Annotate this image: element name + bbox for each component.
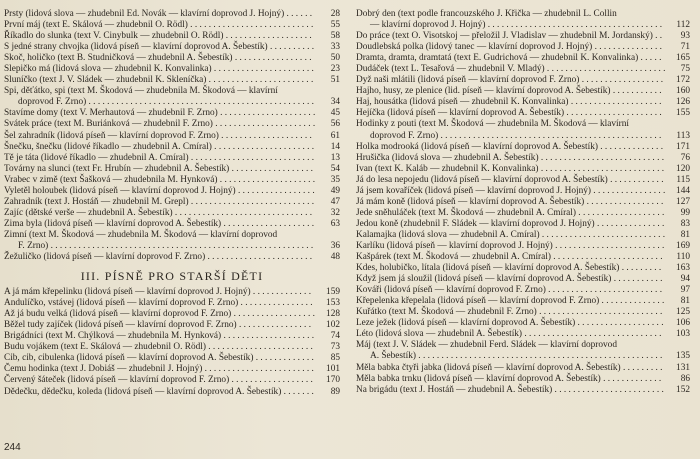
index-entry [356,285,690,296]
dot-leader: . . . . . . . . . . . . . . . . . . . . [221,218,315,229]
entry-page-number: 45 [330,108,340,119]
index-entry [4,75,340,86]
left-entries-top [4,9,340,263]
index-entry [356,142,690,153]
index-entry [4,9,340,20]
entry-title: Já do lesa nepojedu (lidová píseň — klavírní doprovod A. Šebestík) . . . . . . . . . . . . [356,174,664,185]
entry-title: Haj, housátka (lidová píseň — zhudebnil K. Konvalinka) . . . . . . . . . . . . . . . . . . . . [356,97,662,108]
index-entry [356,53,690,64]
dot-leader: . . . . . . . . . . [267,42,315,53]
entry-title: Slepičko má (lidová slova — zhudebnil K. Konvalinka) . . . . . . . . . . . . . . . . . . . . . . [4,64,314,75]
dot-leader: . . . . . . . . . . . . . . . . . . . . . . . . . . . . . . [172,207,313,218]
dot-leader: . . . . . . . . . . . . . . . . . . . . . . . . . . . [187,20,314,31]
entry-title: Křepelenka křepelala (lidová píseň — klavírní doprovod F. Zrno) . . . . . . . . . . . . . . [356,296,665,307]
entry-title: Brigádníci (text M. Chýlková — zhudebnila M. Hynková) . . . . . . . . . . . . . . . . . . . . [4,331,315,342]
section-heading: III. PÍSNĚ PRO STARŠÍ DĚTI [80,269,264,284]
index-entry [356,230,690,241]
dot-leader: . . . . . . . . . . . . . [250,287,312,298]
entry-page-number: 74 [330,331,340,342]
index-entry [356,153,690,164]
entry-page-number: 76 [680,152,690,163]
dot-leader: . . . . . . . . . . . . . . . . . . . . . . . . . . . . . . . . . . . . . . . . . . . . . . . . . . . . . . . . . [48,240,314,251]
index-entry [4,31,340,42]
entry-title: Červený šáteček (lidová píseň — klavírní doprovod F. Zrno) . . . . . . . . . . . . . . . . . . [4,375,313,386]
entry-page-number: 97 [680,285,690,296]
dot-leader: . . . . . . . . . . . . . . . . . [584,196,664,207]
entry-title: Sluníčko (text J. V. Sládek — zhudebnil K. Skleníčka) . . . . . . . . . . . . . . . . . . . . . . . [4,75,314,86]
entry-page-number: 99 [680,207,690,218]
index-entry [4,119,340,130]
entry-page-number: 135 [676,351,690,362]
index-entry [4,353,340,364]
index-entry [4,331,340,342]
entry-title: Hrušička (lidová slova — zhudebnil A. Šebestík) . . . . . . . . . . . . . . . . . . . . . . . . . . . [356,152,665,163]
entry-page-number: 54 [330,163,340,174]
dot-leader: . . . . . . . . . . . . . . . . . . . [575,318,664,329]
index-entry [4,309,340,320]
entry-page-number: 103 [676,329,690,340]
entry-title: Až já budu velká (lidová píseň — klavírní doprovod F. Zrno) . . . . . . . . . . . . . . . . . . [4,309,315,320]
index-entry [4,387,340,398]
index-entry [356,208,690,219]
dot-leader: . . . . . . . . . . . . . . . . . . . . . . . . . . . . . . . . . . . . . . . . . . . . . . . . [438,130,662,141]
dot-leader: . . . . . . . . . . . . . . . . . . . . . . . . . [545,285,663,296]
entry-page-number: 159 [326,287,340,298]
index-entry [4,375,340,386]
entry-title: Měla babka čtyři jabka (lidová píseň — klavírní doprovod A. Šebestík) . . . . . . . . . [356,362,663,373]
entry-page-number: 171 [676,141,690,152]
entry-title: Zimní (text M. Škodová — zhudebnila M. Škodová — klavírní doprovod [4,229,278,240]
entry-title: Jede sněhuláček (text M. Škodová — zhudebnil A. Cmíral) . . . . . . . . . . . . . . . . . . . [356,207,665,218]
entry-page-number: 23 [330,64,340,75]
index-entry [4,142,340,153]
dot-leader: . . . . . . . . . . . . . . . . . . . . . . . [205,252,313,263]
index-entry [4,131,340,142]
entry-title: Kalamajka (lidová slova — zhudebnil A. Cmíral) . . . . . . . . . . . . . . . . . . . . . . . . . . . [356,229,666,240]
dot-leader: . . . . . . . . . . . . . . [597,141,664,152]
entry-title: Běžel tudy zajíček (lidová píseň — klavírní doprovod F. Zrno) . . . . . . . . . . . . . . . . [4,320,312,331]
entry-page-number: 126 [676,97,690,108]
dot-leader: . . . . . . . . . . . . . . . . . . . [575,207,665,218]
entry-page-number: 160 [676,86,690,97]
dot-leader: . . . . . . . . . . . [610,86,662,97]
dot-leader: . . . . . . . . . . . . . . . . . . . . . . . . [552,384,664,395]
dot-leader: . . . . . . . . . . . . . . . . . . . . . . [212,119,316,130]
entry-page-number: 89 [330,386,340,397]
entry-title: Spi, děťátko, spi (text M. Škodová — zhudebnila M. Škodová — klavírní [4,86,278,97]
dot-leader: . . . . . . . . . . . . . . . . . . . . . [217,108,316,119]
dot-leader: . . . . . . . . . . . . . . . . . . . . . . . . . . . . . . [522,329,662,340]
dot-leader: . . . . . . . . . . . . . . . . . . . . . . [211,141,315,152]
entry-page-number: 13 [330,152,340,163]
index-entry [356,86,690,97]
entry-page-number: 125 [676,307,690,318]
dot-leader: . . . . . [638,53,662,64]
entry-title: Prsty (lidová slova — zhudebnil Ed. Novák — klavírní doprovod J. Hojný) . . . . . . [4,9,313,19]
index-entry [356,252,690,263]
index-entry [4,364,340,375]
entry-title: Doudlebská polka (lidový tanec — klavírní doprovod J. Hojný) . . . . . . . . . . . . . . . [356,42,662,53]
entry-title: Holka modrooká (lidová píseň — klavírní doprovod A. Šebestík) . . . . . . . . . . . . . . [356,141,664,152]
entry-page-number: 73 [330,342,340,353]
index-entry [356,318,690,329]
index-entry [356,164,690,175]
entry-title: Karlíku (lidová píseň — klavírní doprovod J. Hojný) . . . . . . . . . . . . . . . . . . . . . . . . [356,240,665,251]
dot-leader: . . . . . . . . . . . . . . . . . . . . . . . . [202,364,314,375]
index-entry [4,86,340,108]
entry-page-number: 14 [330,141,340,152]
dot-leader: . . . . . . . . . . . . . . . . [238,298,313,309]
entry-title: Jedou koně (zhudebnil F. Sládek — klavírní doprovod J. Hojný) . . . . . . . . . . . . . . . [356,218,665,229]
entry-page-number: 112 [676,20,690,31]
dot-leader: . . . . . . . . . . . . . . . . . . . . . [564,108,662,119]
index-entry [356,31,690,42]
entry-page-number: 94 [680,274,690,285]
entry-page-number: 120 [676,163,690,174]
dot-leader: . . . . . . . [281,386,314,397]
index-entry [356,374,690,385]
entry-title-continuation: doprovod F. Zrno) . . . . . . . . . . . . . . . . . . . . . . . . . . . . . . . . . . . . . . . . . . . . . . . . [370,130,662,141]
index-entry [4,64,340,75]
dot-leader: . . . . . . . . . . . . . . . . . . . . . [217,174,316,185]
left-entries-bottom [4,287,340,397]
entry-page-number: 58 [330,31,340,42]
entry-title: Skoč, holičko (text B. Studničková — zhudebnil A. Šebestík) . . . . . . . . . . . . . . . . . [4,53,312,64]
index-entry [4,164,340,175]
dot-leader: . . . . . . . . . . . . . . . . [590,185,666,196]
index-entry [356,119,690,141]
dot-leader: . . . . . . . . . . . . . . . . . [235,185,315,196]
dot-leader: . . . . . . . . . . . . . . . . . . . . . . . . . . . [538,163,665,174]
dot-leader: . . . . . . . . . . . . . . . . . . . [223,31,312,42]
entry-title: Říkadlo do slunka (text V. Cinybulk — zhudebnil O. Rödl) . . . . . . . . . . . . . . . . . . . [4,31,312,42]
entry-page-number: 33 [330,42,340,53]
entry-title: Kuřátko (text M. Škodová — zhudebnil F. Zrno) . . . . . . . . . . . . . . . . . . . . . . . . . . . [356,307,663,318]
index-entry [4,208,340,219]
index-entry [4,53,340,64]
dot-leader: . . . . . . . . . . . . . . . . . . . . . . . . . . [544,64,666,75]
dot-leader: . . . . . . . . . . . . [607,174,664,185]
dot-leader: . . . . . . . . . . . . . . . . . . . . [221,331,315,342]
entry-title: Andulíčko, vstávej (lidová píseň — klavírní doprovod F. Zrno) . . . . . . . . . . . . . . . . [4,298,313,309]
dot-leader: . . . . . . . . . . . . . . . . . . [231,309,315,320]
entry-title: Stavíme domy (text V. Merhautová — zhudebnil F. Zrno) . . . . . . . . . . . . . . . . . . . . . [4,108,316,119]
entry-page-number: 75 [680,64,690,75]
entry-page-number: 153 [326,298,340,309]
entry-page-number: 81 [680,229,690,240]
index-entry [356,186,690,197]
index-entry [356,108,690,119]
index-entry [356,9,690,31]
entry-page-number: 128 [326,309,340,320]
index-entry [356,75,690,86]
entry-title: Máj (text J. V. Sládek — zhudebnil Ferd. Sládek — klavírní doprovod [356,340,617,351]
entry-page-number: 127 [676,196,690,207]
index-entry [356,263,690,274]
entry-title: Hejíčka (lidová píseň — klavírní doprovod A. Šebestík) . . . . . . . . . . . . . . . . . . . . . [356,108,662,119]
entry-page-number: 49 [330,185,340,196]
entry-title-continuation: — klavírní doprovod J. Hojný) . . . . . . . . . . . . . . . . . . . . . . . . . . . . . . . . . . . . . . [370,20,663,31]
entry-page-number: 71 [680,42,690,53]
entry-title: Budu vojákem (text E. Skálová — zhudebnil O. Rödl) . . . . . . . . . . . . . . . . . . . . . . . [4,342,313,353]
dot-leader: . . . . . . . . . . . . . . . . . . . . . . . . . . . [188,152,315,163]
entry-page-number: 48 [330,252,340,263]
entry-title: Leze ježek (lidová píseň — klavírní doprovod A. Šebestík) . . . . . . . . . . . . . . . . . . . [356,318,664,329]
entry-page-number: 131 [676,362,690,373]
entry-page-number: 34 [330,97,340,108]
dot-leader: . . . . . . . . . . . . . . . . . . . . . . . . [550,252,663,263]
entry-page-number: 55 [330,20,340,31]
right-entries [356,9,690,396]
dot-leader: . . . . . . . . . . . . . . . . . . [229,375,313,386]
entry-page-number: 81 [680,296,690,307]
entry-title: Čemu hodinka (text J. Dobiáš — zhudebnil J. Hojný) . . . . . . . . . . . . . . . . . . . . . . . . [4,364,314,375]
entry-title: Měla babka trnku (lidová píseň — klavírní doprovod A. Šebestík) . . . . . . . . . . . . . [356,373,662,384]
entry-page-number: 56 [330,119,340,130]
entry-title-continuation: doprovod F. Zrno) . . . . . . . . . . . . . . . . . . . . . . . . . . . . . . . . . . . . . . . . . . . . . . . . . [18,97,314,108]
index-entry [4,219,340,230]
left-column [4,9,340,398]
entry-page-number: 85 [330,353,340,364]
entry-page-number: 152 [676,384,690,395]
index-entry [4,175,340,186]
dot-leader: . . . . . . . . . . . . . . . . . . . . . . . . . . . . . . . . . . . . . . . . . . . . . . . . . . . . . [415,351,663,362]
entry-title: Cib, cib, cibulenka (lidová píseň — klavírní doprovod A. Šebestík) . . . . . . . . . . . . . [4,353,314,364]
entry-page-number: 106 [676,318,690,329]
entry-title: Svátek práce (text M. Buriánková — zhudebnil F. Zrno) . . . . . . . . . . . . . . . . . . . . . . [4,119,316,130]
page-number: 244 [4,442,21,453]
index-entry [356,363,690,374]
dot-leader: . . . . . . . . . . . . . . . . [236,320,312,331]
entry-page-number: 113 [676,130,690,141]
dot-leader: . . . . . . . . . . . . . . . . . [232,53,312,64]
index-entry [356,329,690,340]
dot-leader: . . . . . . . . . . . [611,274,663,285]
entry-page-number: 93 [680,31,690,42]
entry-page-number: 144 [676,185,690,196]
entry-title: Dyž naši mlátili (lidová píseň — klavírní doprovod F. Zrno) . . . . . . . . . . . . . . . . . . [356,75,664,86]
index-entry [356,97,690,108]
dot-leader: . . . . . . . . . . . . . . . . . . . . . . . . [552,240,665,251]
entry-page-number: 28 [330,9,340,19]
entry-title: Tě je táta (lidové říkadlo — zhudebnil A. Cmíral) . . . . . . . . . . . . . . . . . . . . . . . . . . . [4,152,315,163]
entry-title: Ivan (text K. Kaláb — zhudebnil K. Konvalinka) . . . . . . . . . . . . . . . . . . . . . . . . . . . [356,163,665,174]
entry-title: Kašpárek (text M. Škodová — zhudebnil A. Cmíral) . . . . . . . . . . . . . . . . . . . . . . . . [356,252,663,263]
index-entry [356,64,690,75]
index-entry [356,175,690,186]
entry-title: Já jsem kovaříček (lidová píseň — klavírní doprovod J. Hojný) . . . . . . . . . . . . . . . . [356,185,666,196]
entry-title: Když jsem já sloužil (lidová píseň — klavírní doprovod A. Šebestík) . . . . . . . . . . . [356,274,663,285]
dot-leader: . . [652,31,663,42]
entry-title: Na brigádu (text J. Hostáň — zhudebnil A. Šebestík) . . . . . . . . . . . . . . . . . . . . . . . . [356,384,664,395]
right-column [356,9,690,396]
index-entry [356,296,690,307]
index-entry [356,307,690,318]
dot-leader: . . . . . . . . . . . . . . . . . . . . . . . . . . . [538,152,665,163]
entry-title: Vrabec v zimě (text Šašková — zhudebnila M. Hynková) . . . . . . . . . . . . . . . . . . . . . [4,174,316,185]
dot-leader: . . . . . . . . . . . . . . [599,296,665,307]
entry-title: Žežuličko (lidová píseň — klavírní doprovod F. Zrno) . . . . . . . . . . . . . . . . . . . . . . . [4,252,313,263]
entry-title: Zajíc (dětské verše — zhudebnil A. Šebestík) . . . . . . . . . . . . . . . . . . . . . . . . . . . . . . [4,207,313,218]
entry-title: Hajho, husy, ze plenice (lid. píseň — klavírní doprovod A. Šebestík) . . . . . . . . . . . [356,86,662,97]
entry-title: Šnečku, šnečku (lidové říkadlo — zhudebnil A. Cmíral) . . . . . . . . . . . . . . . . . . . . . . [4,141,315,152]
dot-leader: . . . . . . . . . . . . . [600,373,662,384]
entry-title: Zahradník (text J. Hostáň — zhudebnil M. Grepl) . . . . . . . . . . . . . . . . . . . . . . . . . . . [4,196,315,207]
entry-title-continuation: F. Zrno) . . . . . . . . . . . . . . . . . . . . . . . . . . . . . . . . . . . . . . . . . . . . . . . . . . . . . . . . . [18,240,314,251]
entry-page-number: 155 [676,108,690,119]
entry-page-number: 86 [680,373,690,384]
dot-leader: . . . . . . . . . . . . . . . [592,42,662,53]
index-entry [356,241,690,252]
entry-title: Kdes, holubičko, lítala (lidová píseň — klavírní doprovod A. Šebestík) . . . . . . . . . [356,263,662,274]
entry-page-number: 32 [330,207,340,218]
entry-title: Já mám koně (lidová píseň — klavírní doprovod A. Šebestík) . . . . . . . . . . . . . . . . . [356,196,664,207]
entry-title: Kováři (lidová píseň — klavírní doprovod F. Zrno) . . . . . . . . . . . . . . . . . . . . . . . . . [356,285,663,296]
entry-title: S jedné strany chvojka (lidová píseň — klavírní doprovod A. Šebestík) . . . . . . . . . . [4,42,315,53]
dot-leader: . . . . . . . . . [619,263,662,274]
index-entry [4,186,340,197]
index-entry [4,320,340,331]
entry-title: Dědečku, dědečku, koleda (lidová píseň — klavírní doprovod A. Šebestík) . . . . . . . [4,386,314,397]
entry-title: Zima byla (lidová píseň — klavírní doprovod A. Šebestík) . . . . . . . . . . . . . . . . . . . . [4,218,315,229]
entry-page-number: 61 [330,130,340,141]
index-entry [4,108,340,119]
dot-leader: . . . . . . . . . . . . . . . . . . . . . . . . . . . [536,307,663,318]
entry-title: Léto (lidová slova — zhudebnil A. Šebestík) . . . . . . . . . . . . . . . . . . . . . . . . . . . . . . [356,329,662,340]
index-entry [356,42,690,53]
entry-title: Dramta, dramta, dramtatá (text E. Gudrichová — zhudebnil K. Konvalinka) . . . . . [356,53,662,64]
entry-page-number: 172 [676,75,690,86]
dot-leader: . . . . . . . . . . . . . . . . . . . . . . . . . . . [539,229,666,240]
entry-page-number: 102 [326,320,340,331]
index-entry [356,274,690,285]
index-entry [356,340,690,362]
entry-page-number: 83 [680,218,690,229]
index-entry [4,252,340,263]
entry-title-continuation: A. Šebestík) . . . . . . . . . . . . . . . . . . . . . . . . . . . . . . . . . . . . . . . . . . . . . . . . . . . . . [370,351,663,362]
entry-title: Dobrý den (text podle francouzského J. Křička — zhudebnil L. Collin [356,9,617,19]
entry-title: A já mám křepelinku (lidová píseň — klavírní doprovod J. Hojný) . . . . . . . . . . . . . [4,287,312,298]
dot-leader: . . . . . . . . . . . . . [253,353,314,364]
entry-page-number: 101 [326,364,340,375]
entry-page-number: 47 [330,196,340,207]
dot-leader: . . . . . . [284,9,313,19]
entry-page-number: 63 [330,218,340,229]
index-entry [4,287,340,298]
entry-title: Hodinky z pouti (text M. Škodová — zhudebnila M. Škodová — klavírní [356,119,629,130]
entry-title: První máj (text E. Skálová — zhudebnil O. Rödl) . . . . . . . . . . . . . . . . . . . . . . . . . . . [4,20,314,31]
index-entry [4,153,340,164]
entry-title: Dudáček (text L. Tesařová — zhudebnil V. Mladý) . . . . . . . . . . . . . . . . . . . . . . . . . . [356,64,666,75]
dot-leader: . . . . . . . . . [620,362,663,373]
entry-page-number: 169 [676,240,690,251]
dot-leader: . . . . . . . . . . . . . . . . . . . . . . . . . . . [188,196,315,207]
dot-leader: . . . . . . . . . . . . . . . . . . . . . . . [205,342,313,353]
dot-leader: . . . . . . . . . . . . . . . . . . . . [218,130,312,141]
dot-leader: . . . . . . . . . . . . . . . . . . [229,163,313,174]
index-entry [356,385,690,396]
index-entry [356,219,690,230]
entry-page-number: 35 [330,174,340,185]
index-entry [4,342,340,353]
entry-page-number: 115 [676,174,690,185]
index-entry [4,298,340,309]
entry-page-number: 110 [676,252,690,263]
dot-leader: . . . . . . . . . . . . . . . . . . . . . . [211,64,314,75]
entry-title: Vyletěl holoubek (lidová píseň — klavírní doprovod J. Hojný) . . . . . . . . . . . . . . . . . [4,185,315,196]
index-entry [4,230,340,252]
entry-title: Do práce (text O. Visotskoj — přeložil J. Vladislav — zhudebnil M. Jordanský) . . [356,31,663,42]
entry-title: Továrny na slunci (text Fr. Hrubín — zhudebnil A. Šebestík) . . . . . . . . . . . . . . . . . . [4,163,313,174]
index-entry [4,42,340,53]
entry-page-number: 163 [676,263,690,274]
entry-page-number: 51 [330,75,340,86]
entry-page-number: 36 [330,240,340,251]
index-entry [356,197,690,208]
entry-page-number: 165 [676,53,690,64]
index-entry [4,20,340,31]
entry-title: Šel zahradník (lidová píseň — klavírní doprovod F. Zrno) . . . . . . . . . . . . . . . . . . . . [4,130,312,141]
index-entry [4,197,340,208]
dot-leader: . . . . . . . . . . . . . . . . . . . . [568,97,662,108]
dot-leader: . . . . . . . . . . . . . . . [594,218,665,229]
dot-leader: . . . . . . . . . . . . . . . . . . [579,75,664,86]
dot-leader: . . . . . . . . . . . . . . . . . . . . . . . . . . . . . . . . . . . . . . [485,20,663,31]
dot-leader: . . . . . . . . . . . . . . . . . . . . . . . . . . . . . . . . . . . . . . . . . . . . . . . . . [86,97,314,108]
dot-leader: . . . . . . . . . . . . . . . . . . . . . . . [206,75,314,86]
entry-page-number: 50 [330,53,340,64]
entry-page-number: 170 [326,375,340,386]
